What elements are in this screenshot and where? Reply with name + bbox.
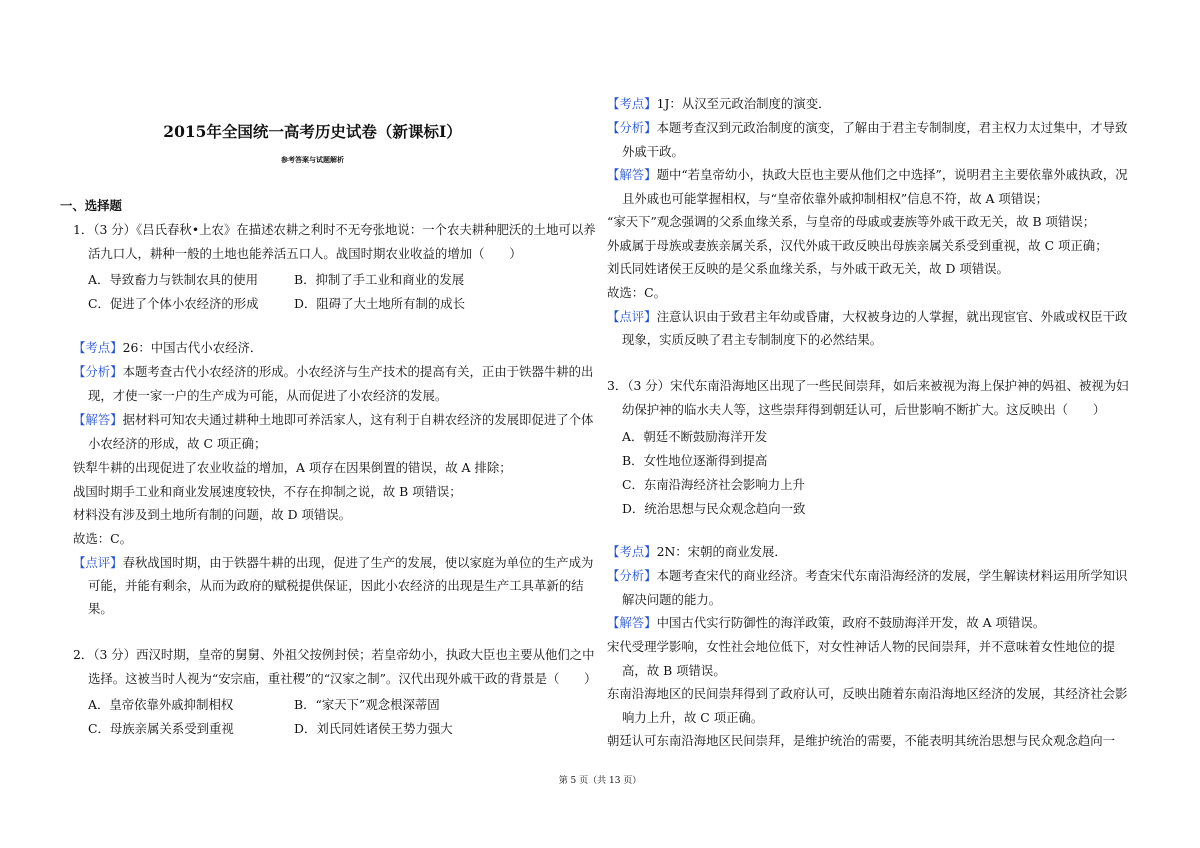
jieda-tag: 【解答】 <box>607 615 657 630</box>
q2-option-b: B．“家天下”观念根深蒂固 <box>294 697 440 712</box>
q2-jieda <box>607 163 1128 187</box>
q1-line-a: 铁犁牛耕的出现促进了农业收益的增加，A 项存在因果倒置的错误，故 A 排除； <box>73 460 512 475</box>
q2-line-d: 刘氏同姓诸侯王反映的是父系血缘关系，与外戚干政无关，故 D 项错误。 <box>607 261 1009 276</box>
q1-jieda-line2: 小农经济的形成，故 C 项正确； <box>88 436 267 451</box>
fenxi-tag: 【分析】 <box>607 120 657 135</box>
q1-option-a: A．导致畜力与铁制农具的使用 <box>88 272 259 287</box>
q3-jieda-text: 中国古代实行防御性的海洋政策，政府不鼓励海洋开发，故 A 项错误。 <box>656 615 1046 630</box>
q1-jieda <box>73 408 593 432</box>
fenxi-tag: 【分析】 <box>607 568 657 583</box>
q1-option-b: B．抑制了手工业和商业的发展 <box>294 272 465 287</box>
q2-dianping-line2: 现象，实质反映了君主专制制度下的必然结果。 <box>622 332 883 347</box>
q3-fenxi-line2: 解决问题的能力。 <box>622 592 722 607</box>
q2-option-c: C．母族亲属关系受到重视 <box>88 721 234 736</box>
q2-line-b: “家天下”观念强调的父系血缘关系，与皇帝的母戚或妻族等外戚干政无关，故 B 项错误； <box>607 214 1096 229</box>
q2-fenxi-line2: 外戚干政。 <box>622 144 684 159</box>
q2-stem-line2: 选择。这被当时人视为“安宗庙，重社稷”的“汉家之制”。汉代出现外戚干政的背景是（ ） <box>88 671 597 686</box>
q1-kaodian-text: 26：中国古代小农经济． <box>122 340 263 355</box>
q1-dianping-text: 春秋战国时期，由于铁器牛耕的出现，促进了生产的发展，使以家庭为单位的生产成为 <box>122 555 594 570</box>
q3-stem-line2: 幼保护神的临水夫人等，这些崇拜得到朝廷认可，后世影响不断扩大。这反映出（ ） <box>622 402 1106 417</box>
jieda-tag: 【解答】 <box>73 412 123 427</box>
q1-dianping-line2: 可能，并能有剩余，从而为政府的赋税提供保证，因此小农经济的出现是生产工具革新的结 <box>88 578 584 593</box>
q1-option-c: C．促进了个体小农经济的形成 <box>88 296 259 311</box>
q1-fenxi-line2: 现，才使一家一户的生产成为可能，从而促进了小农经济的发展。 <box>88 388 448 403</box>
q2-kaodian-text: 1J：从汉至元政治制度的演变． <box>656 96 831 111</box>
q3-option-a: A．朝廷不断鼓励海洋开发 <box>622 429 768 444</box>
kaodian-tag: 【考点】 <box>607 96 657 111</box>
q2-jieda-line2: 且外戚也可能掌握相权，与“皇帝依靠外戚抑制相权”信息不符，故 A 项错误； <box>622 191 1048 206</box>
kaodian-tag: 【考点】 <box>73 340 123 355</box>
q2-dianping <box>607 305 1127 329</box>
q2-fenxi <box>607 116 1127 140</box>
q3-line-d: 朝廷认可东南沿海地区民间崇拜，是维护统治的需要，不能表明其统治思想与民众观念趋向一 <box>607 733 1116 748</box>
kaodian-tag: 【考点】 <box>607 544 657 559</box>
q1-kaodian <box>73 336 262 360</box>
q3-stem-line1: 3．（3 分）宋代东南沿海地区出现了一些民间崇拜，如后来被视为海上保护神的妈祖、被视为妇 <box>607 378 1129 393</box>
q2-jieda-text: 题中“若皇帝幼小，执政大臣也主要从他们之中选择”，说明君主主要依靠外戚执政，况 <box>656 167 1128 182</box>
q1-stem-line1: 1．（3 分）《吕氏春秋•上农》在描述农耕之利时不无夸张地说：一个农夫耕种肥沃的土地可以养 <box>73 222 596 237</box>
q2-kaodian <box>607 92 831 116</box>
q2-stem-line1: 2．（3 分）西汉时期，皇帝的舅舅、外祖父按例封侯；若皇帝幼小，执政大臣也主要从他们之中 <box>73 647 595 662</box>
q3-option-b: B．女性地位逐渐得到提高 <box>622 453 768 468</box>
q2-fenxi-text: 本题考查汉到元政治制度的演变，了解由于君主专制制度，君主权力太过集中，才导致 <box>656 120 1128 135</box>
section-heading: 一、选择题 <box>60 198 122 213</box>
q3-kaodian <box>607 540 787 564</box>
q2-line-c: 外戚属于母族或妻族亲属关系，汉代外戚干政反映出母族亲属关系受到重视，故 C 项正确； <box>607 238 1108 253</box>
page-number: 第 5 页（共 13 页） <box>558 776 642 786</box>
jieda-tag: 【解答】 <box>607 167 657 182</box>
q2-answer: 故选：C。 <box>607 285 667 300</box>
page-subtitle: 参考答案与试题解析 <box>281 155 344 164</box>
q2-dianping-text: 注意认识由于致君主年幼或昏庸，大权被身边的人掌握，就出现宦官、外戚或权臣干政 <box>656 309 1128 324</box>
q3-fenxi <box>607 564 1127 588</box>
q1-stem-line2: 活九口人，耕种一般的土地也能养活五口人。战国时期农业收益的增加（ ） <box>88 246 522 261</box>
q1-dianping <box>73 551 593 575</box>
q3-line-b: 宋代受理学影响，女性社会地位低下，对女性神话人物的民间崇拜，并不意味着女性地位的提 <box>607 639 1116 654</box>
q1-option-d: D．阻碍了大土地所有制的成长 <box>294 296 466 311</box>
q1-fenxi <box>73 360 593 384</box>
dianping-tag: 【点评】 <box>73 555 123 570</box>
q1-fenxi-text: 本题考查古代小农经济的形成。小农经济与生产技术的提高有关，正由于铁器牛耕的出 <box>122 364 594 379</box>
q1-answer: 故选：C。 <box>73 531 133 546</box>
q3-option-c: C．东南沿海经济社会影响力上升 <box>622 477 805 492</box>
q1-jieda-text: 据材料可知农夫通过耕种土地即可养活家人，这有利于自耕农经济的发展即促进了个体 <box>122 412 594 427</box>
q3-line-b2: 高，故 B 项错误。 <box>622 663 726 678</box>
q3-line-c: 东南沿海地区的民间崇拜得到了政府认可，反映出随着东南沿海地区经济的发展，其经济社会影 <box>607 686 1128 701</box>
q3-fenxi-text: 本题考查宋代的商业经济。考查宋代东南沿海经济的发展，学生解读材料运用所学知识 <box>656 568 1128 583</box>
q1-line-b: 战国时期手工业和商业发展速度较快，不存在抑制之说，故 B 项错误； <box>73 484 462 499</box>
q2-option-a: A．皇帝依靠外戚抑制相权 <box>88 697 234 712</box>
q3-kaodian-text: 2N：宋朝的商业发展． <box>656 544 787 559</box>
q3-line-c2: 响力上升，故 C 项正确。 <box>622 710 764 725</box>
q3-option-d: D．统治思想与民众观念趋向一致 <box>622 501 806 516</box>
q2-option-d: D．刘氏同姓诸侯王势力强大 <box>294 721 453 736</box>
q1-line-d: 材料没有涉及到土地所有制的问题，故 D 项错误。 <box>73 507 352 522</box>
dianping-tag: 【点评】 <box>607 309 657 324</box>
fenxi-tag: 【分析】 <box>73 364 123 379</box>
q1-dianping-line3: 果。 <box>88 601 113 616</box>
page-title: 2015年全国统一高考历史试卷（新课标Ⅰ） <box>163 122 462 141</box>
q3-jieda <box>607 611 1045 635</box>
